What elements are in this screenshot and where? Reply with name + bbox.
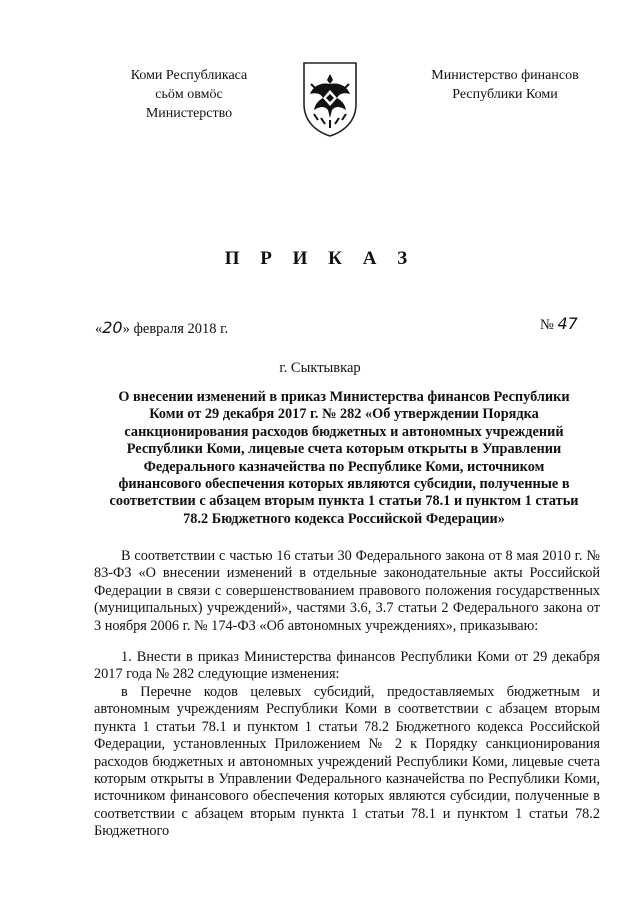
paragraph-text: в Перечне кодов целевых субсидий, предоставляемых бюджетным и автономным учреждениям Республики Коми в соответствии с абзацем вторым пункта 1 статьи 78.1 и пунктом 1 статьи 78.2 Бюджетного кодекса Российской Федерации, установленных Приложением № 2 к Порядку санкционирования расходов бюджетных и автономных учреждений Республики Коми, лицевые счета которым открыты в Управлении Федерального казначейства по Республики Коми, источником финансового обеспечения которых являются субсидии, полученные в соответствии с абзацем вторым пункта 1 статьи 78.1 и пунктом 1 статьи 78.2 Бюджетного — [94, 684, 600, 840]
coat-of-arms-komi-icon — [301, 60, 359, 138]
date-rest: » февраля 2018 г. — [122, 321, 229, 337]
header-right-line: Министерство финансов — [431, 68, 579, 83]
number-prefix: № — [540, 317, 554, 333]
subject-line: Коми от 29 декабря 2017 г. № 282 «Об утверждении Порядка — [149, 406, 539, 423]
order-number — [540, 314, 578, 334]
paragraph-text: 1. Внести в приказ Министерства финансов Республики Коми от 29 декабря 2017 года № 282 следующие изменения: — [94, 649, 600, 683]
document-title: П Р И К А З — [224, 248, 416, 269]
paragraph-text: В соответствии с частью 16 статьи 30 Федерального закона от 8 мая 2010 г. № 83-ФЗ «О внесении изменений в отдельные законодательные акты Российской Федерации в связи с совершенствованием правового положения государственных (муниципальных) учреждений», частями 3.6, 3.7 статьи 2 Федерального закона от 3 ноября 2006 г. № 174-ФЗ «Об автономных учреждениях», приказываю: — [94, 548, 600, 634]
order-date — [95, 318, 228, 338]
header-right-line: Республики Коми — [452, 87, 558, 102]
date-day-handwritten: 20 — [102, 318, 123, 337]
body-paragraph-changes — [94, 684, 600, 841]
city: г. Сыктывкар — [279, 360, 361, 376]
subject-line: О внесении изменений в приказ Министерства финансов Республики — [118, 389, 570, 405]
header-right — [410, 66, 600, 104]
header-left-line: Коми Республикаса — [130, 68, 248, 83]
header-left-line: сьӧм овмӧс — [155, 87, 223, 102]
subject-line: финансового обеспечения которых являются субсидии, полученные в — [118, 476, 570, 493]
subject-line: соответствии с абзацем вторым пункта 1 статьи 78.1 и пунктом 1 статьи — [109, 493, 579, 510]
header-left — [104, 66, 274, 123]
body-paragraph-item-1 — [94, 649, 600, 684]
order-subject — [94, 389, 594, 528]
body-paragraph-preamble — [94, 548, 600, 635]
number-value-handwritten: 47 — [557, 314, 578, 333]
subject-line: Федерального казначейства по Республике Коми, источником — [143, 458, 545, 475]
date-open-quote: « — [95, 321, 103, 337]
subject-line: 78.2 Бюджетного кодекса Российской Федерации» — [183, 510, 505, 527]
subject-line: Республики Коми, лицевые счета которым открыты в Управлении — [126, 441, 562, 458]
subject-line: санкционирования расходов бюджетных и автономных учреждений — [124, 423, 564, 440]
header-left-line: Министерство — [145, 106, 233, 121]
